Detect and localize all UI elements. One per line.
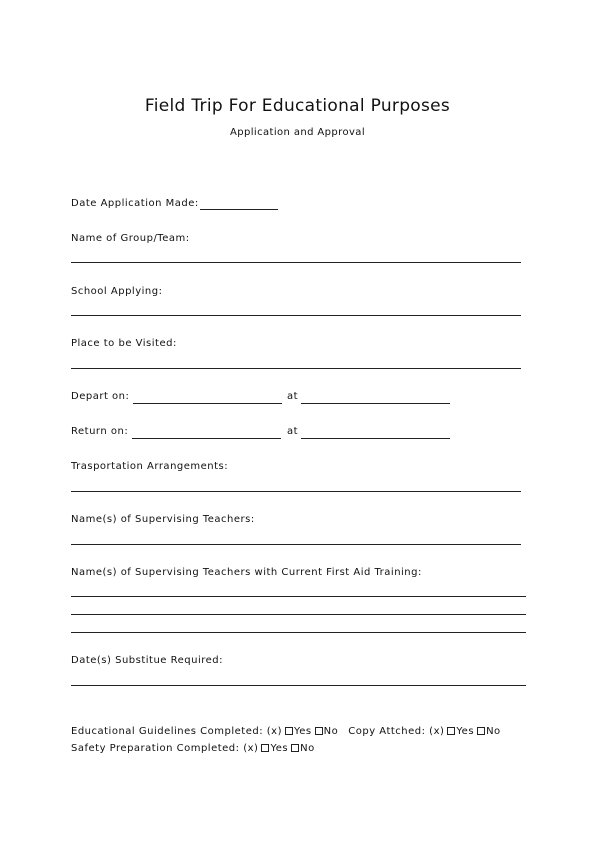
safety-no-checkbox[interactable]: [291, 744, 299, 752]
guidelines-row: [71, 726, 501, 738]
copy-no-label: No: [486, 726, 501, 737]
safety-yes-label: Yes: [270, 743, 289, 754]
safety-label: Safety Preparation Completed: (x): [71, 743, 259, 754]
copy-yes-checkbox[interactable]: [447, 727, 455, 735]
group-team-field[interactable]: [71, 262, 521, 263]
transport-label: Trasportation Arrangements:: [71, 461, 229, 472]
depart-label: Depart on:: [71, 391, 130, 402]
group-team-label: Name of Group/Team:: [71, 233, 190, 244]
date-application-field[interactable]: [200, 209, 278, 210]
first-aid-field-2[interactable]: [71, 614, 526, 615]
substitute-field[interactable]: [71, 685, 526, 686]
supervising-label: Name(s) of Supervising Teachers:: [71, 514, 255, 525]
guidelines-no-checkbox[interactable]: [315, 727, 323, 735]
return-at-label: at: [287, 426, 299, 437]
guidelines-yes-checkbox[interactable]: [285, 727, 293, 735]
safety-no-label: No: [300, 743, 315, 754]
return-date-field[interactable]: [132, 438, 281, 439]
school-field[interactable]: [71, 315, 521, 316]
return-label: Return on:: [71, 426, 129, 437]
guidelines-yes-label: Yes: [293, 726, 312, 737]
place-label: Place to be Visited:: [71, 338, 177, 349]
transport-field[interactable]: [71, 491, 521, 492]
date-application-label: Date Application Made:: [71, 198, 199, 209]
guidelines-label: Educational Guidelines Completed: (x): [71, 726, 282, 737]
form-title: Field Trip For Educational Purposes: [144, 96, 451, 116]
place-field[interactable]: [71, 368, 521, 369]
first-aid-label: Name(s) of Supervising Teachers with Current First Aid Training:: [71, 567, 422, 578]
depart-date-field[interactable]: [133, 403, 282, 404]
supervising-field[interactable]: [71, 544, 521, 545]
first-aid-field-1[interactable]: [71, 596, 526, 597]
copy-label: Copy Attched: (x): [348, 726, 445, 737]
safety-row: [71, 743, 315, 755]
form-subtitle: Application and Approval: [229, 127, 365, 138]
first-aid-field-3[interactable]: [71, 632, 526, 633]
copy-yes-label: Yes: [456, 726, 475, 737]
copy-no-checkbox[interactable]: [477, 727, 485, 735]
substitute-label: Date(s) Substitue Required:: [71, 655, 224, 666]
guidelines-no-label: No: [323, 726, 339, 737]
depart-time-field[interactable]: [301, 403, 450, 404]
safety-yes-checkbox[interactable]: [261, 744, 269, 752]
depart-at-label: at: [287, 391, 299, 402]
school-label: School Applying:: [71, 286, 163, 297]
return-time-field[interactable]: [301, 438, 450, 439]
